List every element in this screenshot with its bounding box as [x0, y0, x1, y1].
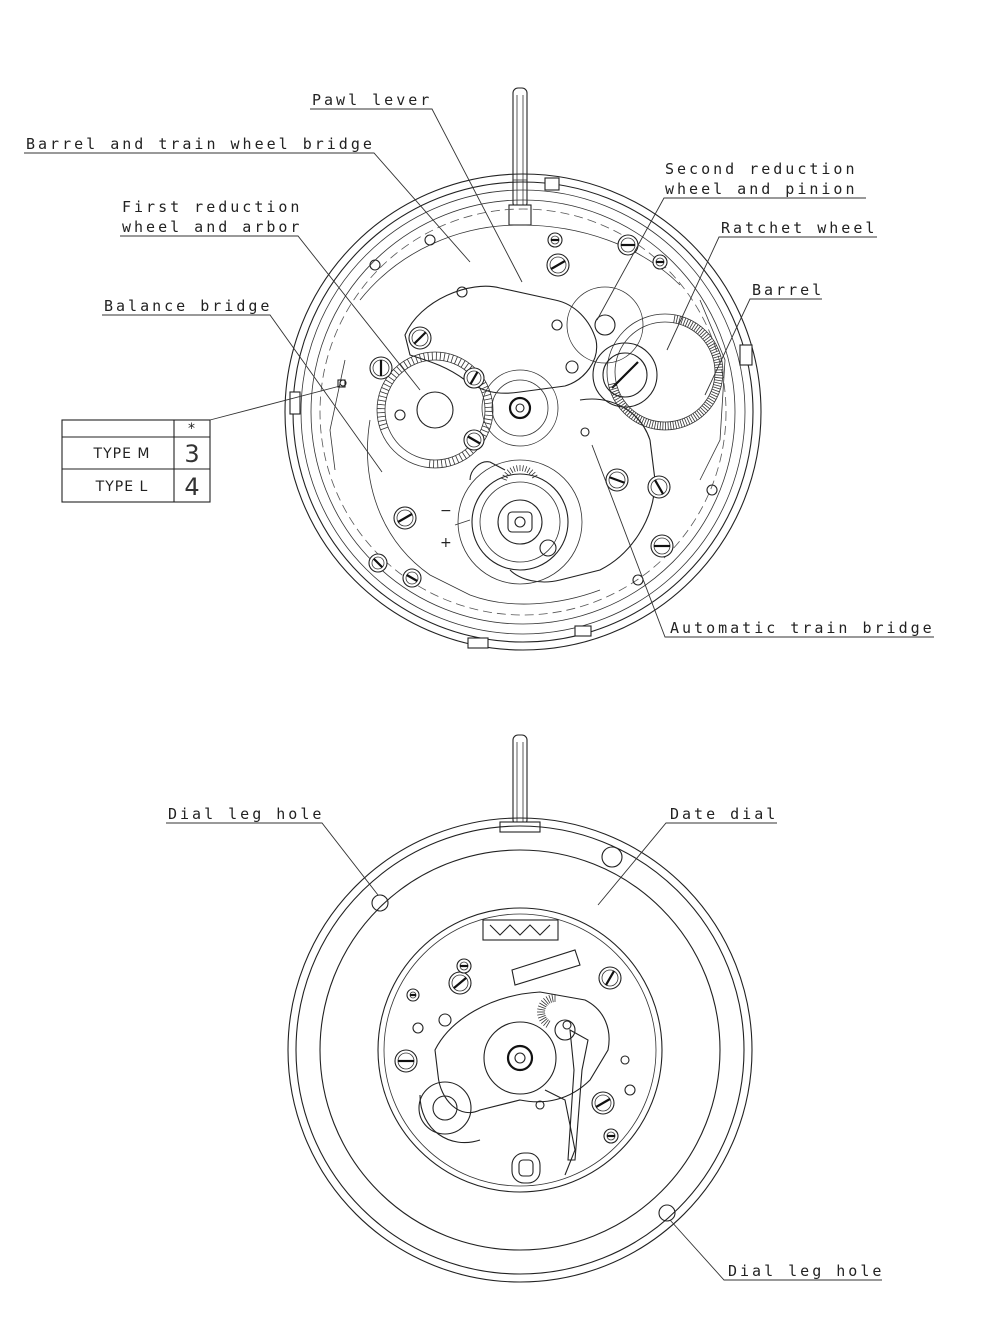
screw-icon — [407, 989, 419, 1001]
screw-icon — [403, 569, 421, 587]
type-table-header-mark: * — [188, 421, 196, 437]
regulator-minus-mark: − — [440, 503, 453, 519]
label-dial-leg-hole-bottom: Dial leg hole — [728, 1262, 885, 1280]
screw-icon — [370, 357, 392, 379]
label-date-dial: Date dial — [670, 805, 779, 823]
screw-icon — [618, 235, 638, 255]
screw-icon — [409, 327, 431, 349]
screw-icon — [457, 959, 471, 973]
label-second-reduction-line2: wheel and pinion — [665, 180, 858, 198]
label-first-reduction-line1: First reduction — [122, 198, 303, 216]
screw-icon — [592, 1092, 614, 1114]
label-balance-bridge: Balance bridge — [104, 297, 273, 315]
screw-icon — [604, 1129, 618, 1143]
bottom-movement-view — [166, 735, 884, 1282]
label-first-reduction-line2: wheel and arbor — [122, 218, 303, 236]
balance-regulator-marks — [440, 503, 470, 551]
crown-stem-top — [509, 88, 531, 225]
screw-icon — [648, 476, 670, 498]
screw-icon — [599, 967, 621, 989]
screw-icon — [548, 233, 562, 247]
dial-leg-holes — [372, 847, 675, 1221]
bottom-screws — [395, 959, 621, 1143]
screw-icon — [394, 507, 416, 529]
bottom-labels — [166, 805, 884, 1280]
balance-wheel — [458, 460, 582, 584]
label-barrel: Barrel — [752, 281, 825, 299]
screw-icon — [651, 535, 673, 557]
screw-icon — [395, 1050, 417, 1072]
screw-icon — [464, 368, 484, 388]
label-dial-leg-hole-top: Dial leg hole — [168, 805, 325, 823]
top-movement-view — [24, 88, 935, 650]
date-dial-mechanism — [413, 920, 635, 1183]
screw-icon — [547, 254, 569, 276]
label-ratchet-wheel: Ratchet wheel — [721, 219, 878, 237]
type-table-row-type: TYPE M — [93, 446, 151, 462]
type-table-row-value: 4 — [184, 473, 200, 501]
screw-icon — [449, 972, 471, 994]
top-labels — [24, 91, 935, 637]
regulator-plus-mark: + — [440, 535, 453, 551]
type-table-row-type: TYPE L — [95, 479, 149, 495]
label-automatic-train-bridge: Automatic train bridge — [670, 619, 935, 637]
bottom-case-rings — [288, 818, 752, 1282]
center-wheel — [482, 370, 558, 446]
screw-icon — [606, 469, 628, 491]
type-table-row-value: 3 — [184, 440, 200, 468]
label-barrel-bridge: Barrel and train wheel bridge — [26, 135, 375, 153]
screw-icon — [653, 255, 667, 269]
screw-icon — [369, 554, 387, 572]
screw-icon — [464, 430, 484, 450]
label-second-reduction-line1: Second reduction — [665, 160, 858, 178]
label-pawl-lever: Pawl lever — [312, 91, 433, 109]
barrel-train-wheel-bridge-outline — [405, 286, 597, 393]
